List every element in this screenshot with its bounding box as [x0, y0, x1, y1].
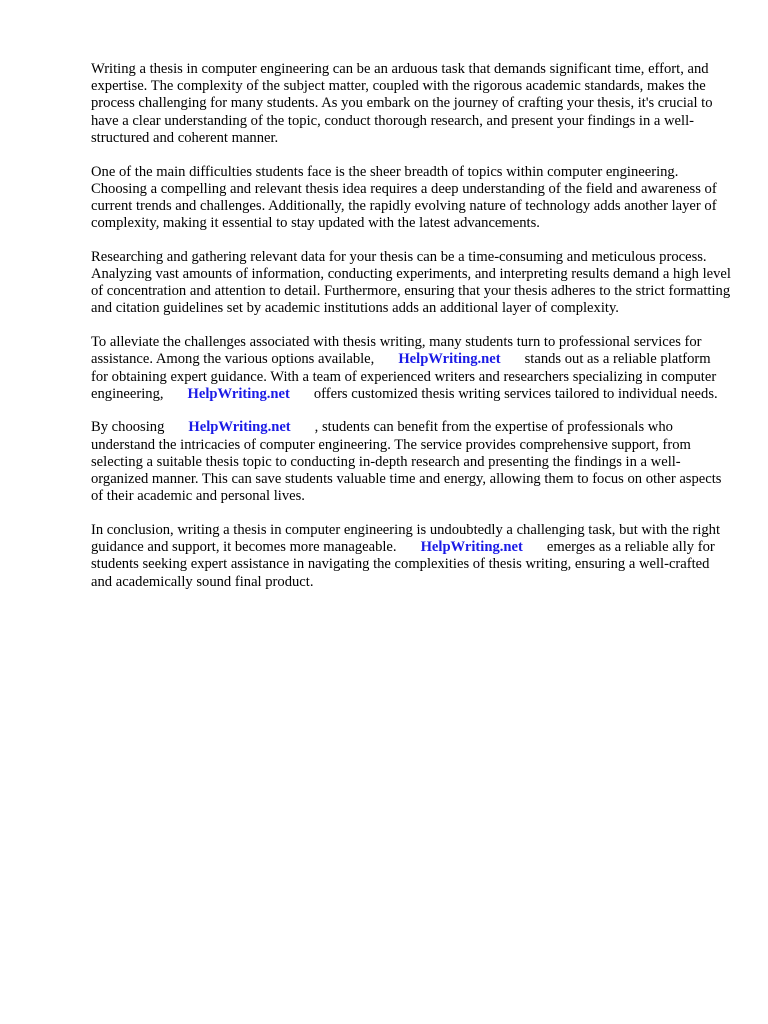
- paragraph-services-text-2: stands out as a reliable platform for obtaining expert guidance. With a team of experienced writers and researchers specializing in computer engineering,: [91, 351, 717, 402]
- paragraph-choosing-text-2: , students can benefit from the expertise of professionals who understand the intricacies of computer engineering. The service provides comprehensive support, from selecting a suitable thesis topic to conducting in-depth research and presenting the findings in a well-organized manner. This can save students valuable time and energy, allowing them to focus on other aspects of their academic and personal lives.: [91, 419, 722, 505]
- paragraph-services-text-1: To alleviate the challenges associated with thesis writing, many students turn to professional services for assistance. Among the various options available,: [91, 334, 702, 368]
- paragraph-difficulties-text: One of the main difficulties students face is the sheer breadth of topics within computer engineering. Choosing a compelling and relevant thesis idea requires a deep understanding of the field and awareness of current trends and challenges. Additionally, the rapidly evolving nature of technology adds another layer of complexity, making it essential to stay updated with the latest advancements.: [91, 163, 717, 232]
- paragraph-research: [91, 249, 731, 318]
- helpwriting-link[interactable]: HelpWriting.net: [398, 351, 501, 368]
- paragraph-services: [91, 334, 731, 403]
- helpwriting-link[interactable]: HelpWriting.net: [420, 539, 523, 556]
- paragraph-conclusion: [91, 522, 731, 591]
- helpwriting-link[interactable]: HelpWriting.net: [188, 419, 291, 436]
- paragraph-conclusion-text-2: emerges as a reliable ally for students seeking expert assistance in navigating the complexities of thesis writing, ensuring a well-crafted and academically sound final product.: [91, 539, 715, 590]
- paragraph-intro: [91, 61, 731, 147]
- paragraph-choosing: [91, 419, 731, 505]
- paragraph-research-text: Researching and gathering relevant data for your thesis can be a time-consuming and meticulous process. Analyzing vast amounts of information, conducting experiments, and interpreting results demand a high level of concentration and attention to detail. Furthermore, ensuring that your thesis adheres to the strict formatting and citation guidelines set by academic institutions adds an additional layer of complexity.: [91, 248, 731, 317]
- document-body: [91, 61, 731, 607]
- paragraph-difficulties: [91, 164, 731, 233]
- paragraph-conclusion-text-1: In conclusion, writing a thesis in computer engineering is undoubtedly a challenging task, but with the right guidance and support, it becomes more manageable.: [91, 521, 721, 556]
- paragraph-services-text-3: offers customized thesis writing services tailored to individual needs.: [313, 385, 718, 402]
- paragraph-intro-text: Writing a thesis in computer engineering can be an arduous task that demands significant time, effort, and expertise. The complexity of the subject matter, coupled with the rigorous academic standards, makes the process challenging for many students. As you embark on the journey of crafting your thesis, it's crucial to have a clear understanding of the topic, conduct thorough research, and present your findings in a well-structured and coherent manner.: [91, 61, 713, 146]
- paragraph-choosing-text-1: By choosing: [91, 419, 165, 436]
- helpwriting-link[interactable]: HelpWriting.net: [187, 385, 290, 402]
